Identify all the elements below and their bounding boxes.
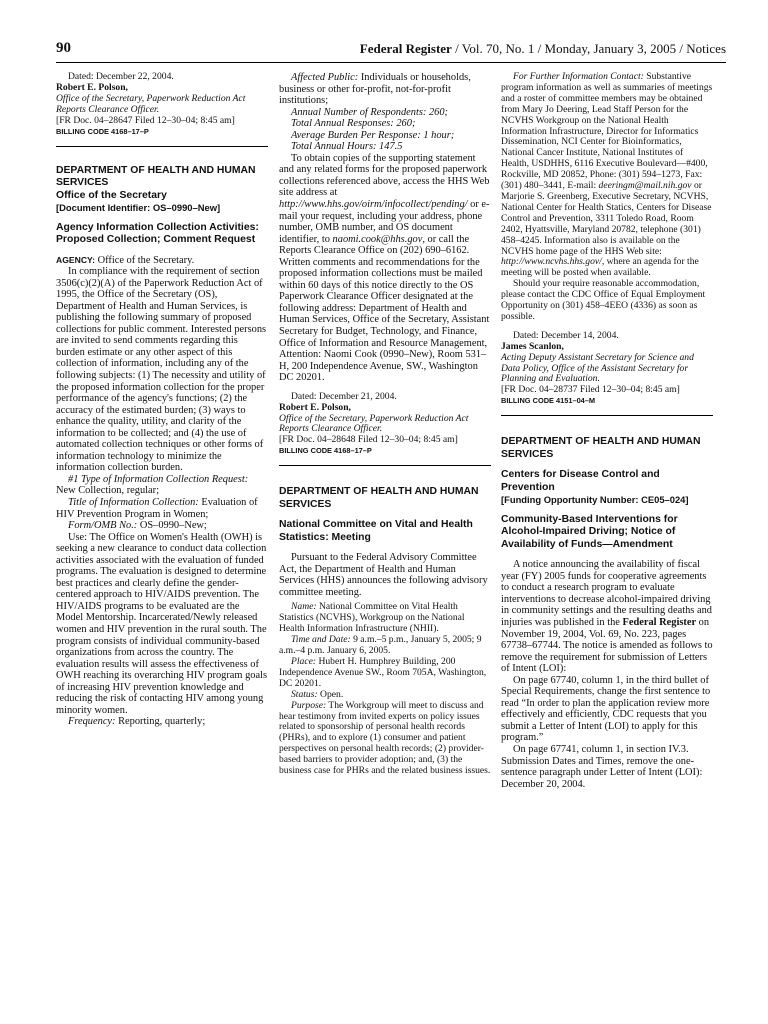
contact-text-3: , where an agenda for the meeting will be posted when available. <box>501 256 699 279</box>
meeting-name <box>279 602 491 635</box>
notice-text-1: A notice announcing the availability of fiscal year (FY) 2005 funds for cooperative agreements to conduct a research program to evaluate interventions to decrease alcohol-impaired driving in community settings and the resulting deaths and injuries was published in the <box>501 559 712 629</box>
collection-type <box>56 474 268 497</box>
running-title <box>360 41 726 57</box>
email-link[interactable]: naomi.cook@hhs.gov <box>332 233 423 245</box>
column-3 <box>501 72 713 790</box>
billing-code: BILLING CODE 4151–04–M <box>501 396 596 406</box>
annual-responses: Total Annual Responses: 260; <box>291 118 416 130</box>
affected-public-text: Individuals or households, business or other for-profit, not-for-profit institutions; <box>279 72 471 107</box>
meeting-time-text: 9 a.m.–5 p.m., January 5, 2005; 9 a.m.–4 p.m. January 6, 2005. <box>279 634 482 657</box>
obtain-text-1: To obtain copies of the supporting statement and any related forms for the proposed paperwork collections referenced above, access the HHS Web site address at <box>279 152 490 199</box>
collection-use-label: Use: <box>68 531 88 543</box>
fr-doc-line: [FR Doc. 04–28647 Filed 12–30–04; 8:45 am] <box>56 114 235 126</box>
notice-text-2: on November 19, 2004, Vol. 69, No. 223, pages 67738–67744. The notice is amended as follows to remove the requirement for submission of Letters of Intent (LOI): <box>501 617 713 675</box>
section-divider <box>279 465 491 466</box>
fr-doc-line: [FR Doc. 04–28737 Filed 12–30–04; 8:45 am] <box>501 384 680 396</box>
running-title-publication: Federal Register <box>359 41 452 56</box>
collection-frequency-text: Reporting, quarterly; <box>115 716 206 728</box>
meeting-status-text: Open. <box>317 688 344 700</box>
billing-code: BILLING CODE 4168–17–P <box>56 126 149 136</box>
web-link[interactable]: http://www.hhs.gov/oirm/infocollect/pending/ <box>279 199 468 211</box>
meeting-name-text: National Committee on Vital Health Statistics (NCVHS), Workgroup on the National Health Information Infrastructure (NHII). <box>279 601 465 635</box>
signer-name: Robert E. Polson, <box>279 401 351 413</box>
body-paragraph <box>279 153 491 384</box>
collection-frequency <box>56 716 268 728</box>
department-heading: DEPARTMENT OF HEALTH AND HUMAN SERVICES <box>501 436 701 460</box>
collection-use <box>56 532 268 717</box>
form-number <box>56 520 268 532</box>
body-paragraph <box>501 559 713 674</box>
body-paragraph: Pursuant to the Federal Advisory Committee Act, the Department of Health and Human Services (HHS) announces the following advisory committee meeting. <box>279 552 488 598</box>
average-burden: Average Burden Per Response: 1 hour; <box>291 129 455 141</box>
page-header <box>56 38 726 63</box>
meeting-purpose-label: Purpose: <box>291 699 327 711</box>
obtain-text-3: , or call the Reports Clearance Office on (202) 690–6162. Written comments and recommendations for the proposed information collections must be mailed within 60 days of this notice directly to the OS Paperwork Clearance Officer designated at the following address: Department of Health and Human Services, Office of the Secretary, Assistant Secretary for Budget, Technology, and Finance, Office of Information and Resource Management, Attention: Naomi Cook (0990–New), Room 531–H, 200 Independence Avenue, SW., Washington DC 20201. <box>279 233 490 384</box>
signer-title: Office of the Secretary, Paperwork Reduction Act Reports Clearance Officer. <box>279 412 469 435</box>
collection-title-label: Title of Information Collection: <box>68 497 199 509</box>
meeting-status-label: Status: <box>291 688 318 700</box>
form-number-text: OS–0990–New; <box>137 520 207 532</box>
office-heading: Office of the Secretary <box>56 189 167 201</box>
billing-code: BILLING CODE 4168–17–P <box>279 446 372 456</box>
annual-respondents: Annual Number of Respondents: 260; <box>291 106 448 118</box>
document-identifier: [Document Identifier: OS–0990–New] <box>56 202 221 214</box>
page-number: 90 <box>56 40 71 56</box>
body-paragraph: On page 67741, column 1, in section IV.3. Submission Dates and Times, remove the one-sentence paragraph under Letter of Intent (LOI): December 20, 2004. <box>501 744 703 790</box>
dated-line: Dated: December 22, 2004. <box>68 71 174 82</box>
signer-title: Office of the Secretary, Paperwork Reduction Act Reports Clearance Officer. <box>56 92 246 115</box>
signer-title: Acting Deputy Assistant Secretary for Science and Data Policy, Office of the Assistant Secretary for Planning and Evaluation. <box>501 351 694 385</box>
notice-heading: Community-Based Interventions for Alcohol-Impaired Driving; Notice of Availability of Funds—Amendment <box>501 513 678 550</box>
funding-opportunity-number: [Funding Opportunity Number: CE05–024] <box>501 494 689 506</box>
column-2 <box>279 72 491 777</box>
body-paragraph: In compliance with the requirement of section 3506(c)(2)(A) of the Paperwork Reduction Act of 1995, the Office of the Secretary (OS), Department of Health and Human Services, is publishing the following summary of proposed collections for public comment. Interested persons are invited to send comments regarding this burden estimate or any other aspect of this collection of information, including any of the following subjects: (1) The necessity and utility of the proposed information collection for the proper performance of the agency's functions; (2) the accuracy of the estimated burden; (3) ways to enhance the quality, utility, and clarity of the information to be collected; and (4) the use of automated collection techniques or other forms of information technology to minimize the information collection burden. <box>56 266 267 474</box>
contact-text-1: Substantive program information as well as summaries of meetings and a roster of committee members may be obtained from Mary Jo Deering, Lead Staff Person for the NCVHS Workgroup on the National Health Information Infrastructure, Director for Informatics Dissemination, NCI Center for Bioinformatics, National Cancer Institute, National Institutes of Health, USDHHS, 6116 Executive Boulevard—#400, Rockville, MD 20852, Phone: (301) 594–1273, Fax: (301) 480–3441, E-mail: <box>501 71 713 192</box>
fr-doc-line: [FR Doc. 04–28648 Filed 12–30–04; 8:45 am] <box>279 434 458 446</box>
body-paragraph: On page 67740, column 1, in the third bullet of Special Requirements, change the first sentence to read “In order to plan the application review more effectively and efficiently, CDC requests that you submit a Letter of Intent (LOI) to apply for this program.” <box>501 674 711 744</box>
department-heading: DEPARTMENT OF HEALTH AND HUMAN SERVICES <box>56 164 256 189</box>
meeting-purpose <box>279 701 491 777</box>
section-divider <box>56 146 268 147</box>
column-1 <box>56 72 268 728</box>
form-number-label: Form/OMB No.: <box>68 520 138 532</box>
collection-type-label: #1 Type of Information Collection Request: <box>68 473 249 485</box>
collection-title <box>56 497 268 520</box>
accommodation-paragraph: Should your require reasonable accommodation, please contact the CDC Office of Equal Employment Opportunity on (301) 458–4EEO (4336) as soon as possible. <box>501 278 706 322</box>
collection-use-text: The Office on Women's Health (OWH) is seeking a new clearance to conduct data collection activities associated with the evaluation of funded programs. The evaluation is designed to determine best practices and clearly define the gender-centered approach to HIV/AIDS prevention. The HIV/AIDS programs to be evaluated are the Model Mentorship. Incarcerated/Newly released women and HIV prevention in the rural south. The program consists of individual community-based organizations from across the country. The evaluation results will assess the effectiveness of OWH reaching its overarching HIV program goals of increasing HIV prevention knowledge and reducing the risk of contacting HIV among young minority women. <box>56 531 268 716</box>
contact-text-2: or Marjorie S. Greenberg, Executive Secretary, NCVHS, National Center for Health Statics, Centers for Disease Control and Prevention, 3311 Toledo Road, Room 2402, Hyattsville, Maryland 20782, telephone (301) 458–4245. Information also is available on the NCVHS home page of the HHS Web site: <box>501 180 712 257</box>
section-divider <box>501 415 713 416</box>
contact-label: For Further Information Contact: <box>513 71 644 82</box>
meeting-time-label: Time and Date: <box>291 634 351 646</box>
affected-public <box>279 72 491 107</box>
meeting-time <box>279 635 491 657</box>
department-heading: DEPARTMENT OF HEALTH AND HUMAN SERVICES <box>279 486 479 510</box>
meeting-purpose-text: The Workgroup will meet to discuss and hear testimony from invited experts on policy issues related to sponsorship of personal health records (PHRs), and to explore (1) consumer and patient perspectives on personal health records; (2) provider-based barriers to provider adoption; and, (3) the business case for PHRs and the related business issues. <box>279 699 491 777</box>
affected-public-label: Affected Public: <box>291 72 359 83</box>
agency-line <box>56 255 268 267</box>
agency-text: Office of the Secretary. <box>95 254 195 266</box>
collection-type-text: New Collection, regular; <box>56 485 160 497</box>
meeting-place-text: Hubert H. Humphrey Building, 200 Independence Avenue SW., Room 705A, Washington, DC 20201. <box>279 656 487 689</box>
signer-name: Robert E. Polson, <box>56 81 128 93</box>
notice-heading: Agency Information Collection Activities: Proposed Collection; Comment Request <box>56 221 259 246</box>
agency-heading: Centers for Disease Control and Prevention <box>501 469 660 493</box>
meeting-place <box>279 657 491 690</box>
collection-title-text: Evaluation of HIV Prevention Program in Women; <box>56 497 258 520</box>
signer-name: James Scanlon, <box>501 340 564 352</box>
notice-heading: National Committee on Vital and Health Statistics: Meeting <box>279 519 473 543</box>
agency-label: AGENCY: <box>56 254 95 265</box>
collection-frequency-label: Frequency: <box>68 716 116 728</box>
obtain-text-2: or e-mail your request, including your address, phone number, OMB number, and OS document identifier, to <box>279 199 490 245</box>
web-link[interactable]: http://www.ncvhs.hhs.gov/ <box>501 256 602 268</box>
dated-line: Dated: December 21, 2004. <box>291 390 397 402</box>
dated-line: Dated: December 14, 2004. <box>513 329 619 341</box>
federal-register-ref: Federal Register <box>622 617 697 629</box>
running-title-issue: / Vol. 70, No. 1 / Monday, January 3, 2005 / Notices <box>451 41 726 56</box>
meeting-name-label: Name: <box>291 601 317 613</box>
email-link[interactable]: deeringm@mail.nih.gov <box>598 180 692 192</box>
meeting-place-label: Place: <box>291 656 317 668</box>
annual-hours: Total Annual Hours: 147.5 <box>291 141 403 153</box>
contact-info <box>501 72 713 279</box>
